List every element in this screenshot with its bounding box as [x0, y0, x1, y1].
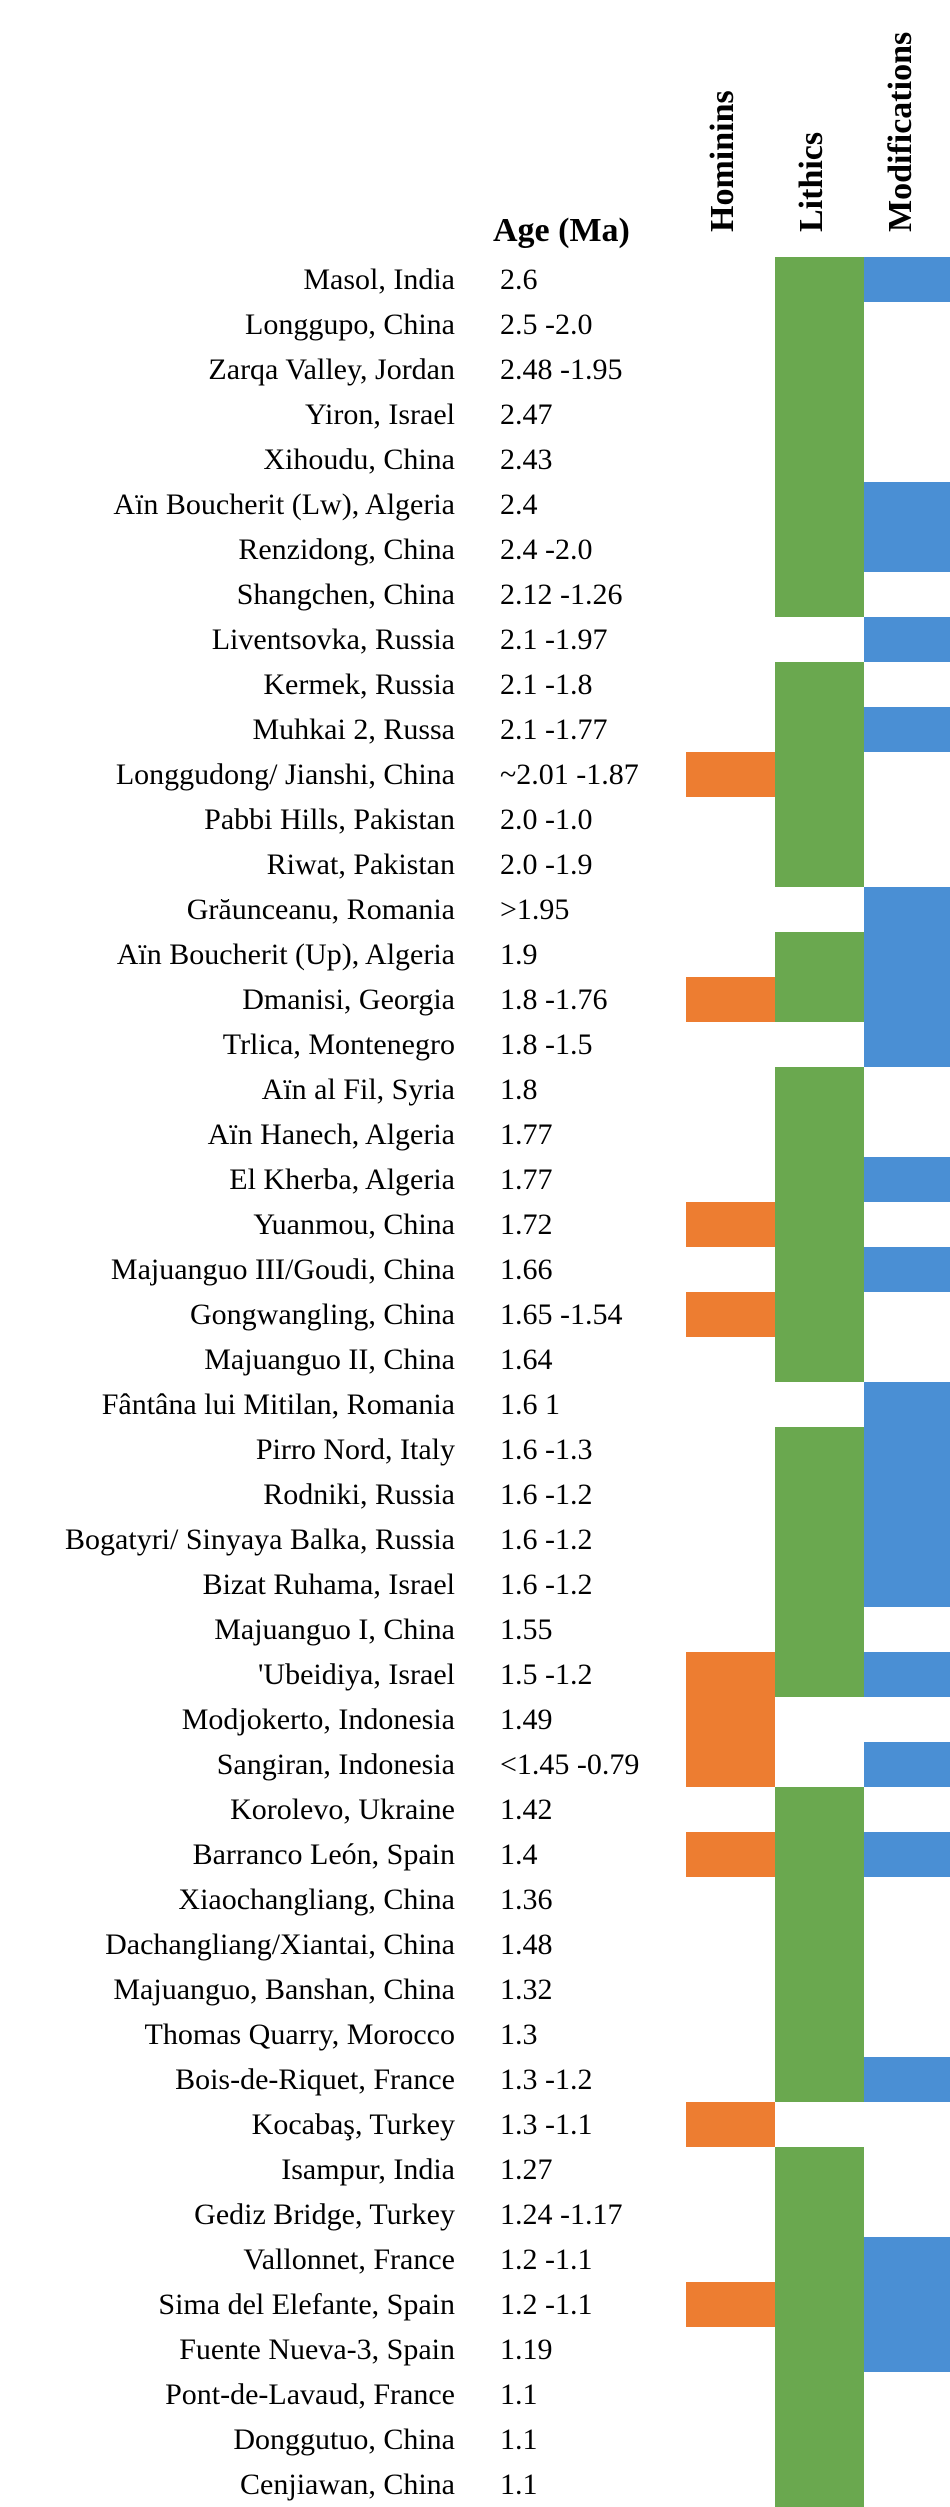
site-label: Zarqa Valley, Jordan	[208, 353, 455, 386]
hominins-cell	[686, 1652, 775, 1697]
age-label: 1.77	[500, 1118, 553, 1151]
lithics-cell	[775, 2147, 864, 2192]
site-label: Riwat, Pakistan	[266, 848, 455, 881]
age-label: 1.3	[500, 2018, 538, 2051]
age-label: 1.55	[500, 1613, 553, 1646]
site-label: Majuanguo III/Goudi, China	[110, 1253, 455, 1286]
site-label: Thomas Quarry, Morocco	[144, 2018, 455, 2051]
lithics-cell	[775, 1652, 864, 1697]
hominins-cell	[686, 2282, 775, 2327]
lithics-cell	[775, 1877, 864, 1922]
site-label: Kocabaş, Turkey	[251, 2108, 455, 2141]
site-label: Sangiran, Indonesia	[216, 1748, 455, 1781]
site-label: Yuanmou, China	[253, 1208, 455, 1241]
age-label: 2.5 -2.0	[500, 308, 593, 341]
lithics-cell	[775, 1832, 864, 1877]
lithics-cell	[775, 2417, 864, 2462]
site-label: Pont-de-Lavaud, France	[165, 2378, 455, 2411]
lithics-cell	[775, 2012, 864, 2057]
lithics-cell	[775, 1787, 864, 1832]
age-label: 1.2 -1.1	[500, 2288, 593, 2321]
lithics-cell	[775, 572, 864, 617]
site-label: Sima del Elefante, Spain	[158, 2288, 455, 2321]
modifications-cell	[864, 932, 950, 977]
age-label: 1.1	[500, 2378, 538, 2411]
age-label: 2.0 -1.9	[500, 848, 593, 881]
site-label: Longgupo, China	[245, 308, 455, 341]
lithics-cell	[775, 302, 864, 347]
hominins-column-header: Hominins	[704, 90, 741, 232]
site-label: Trlica, Montenegro	[222, 1028, 455, 1061]
hominins-cell	[686, 977, 775, 1022]
age-label: 1.3 -1.2	[500, 2063, 593, 2096]
lithics-cell	[775, 1157, 864, 1202]
site-label: Renzidong, China	[238, 533, 455, 566]
lithics-cell	[775, 437, 864, 482]
age-label: 2.1 -1.8	[500, 668, 593, 701]
lithics-cell	[775, 257, 864, 302]
lithics-cell	[775, 1337, 864, 1382]
lithics-cell	[775, 1112, 864, 1157]
hominins-cell	[686, 1832, 775, 1877]
site-label: Vallonnet, France	[243, 2243, 455, 2276]
age-column-header: Age (Ma)	[493, 212, 630, 249]
lithics-cell	[775, 842, 864, 887]
site-label: Dmanisi, Georgia	[242, 983, 455, 1016]
site-label: Masol, India	[303, 263, 455, 296]
lithics-cell	[775, 1427, 864, 1472]
age-label: 2.6	[500, 263, 538, 296]
age-label: 1.49	[500, 1703, 553, 1736]
age-label: 1.8	[500, 1073, 538, 1106]
age-label: 1.9	[500, 938, 538, 971]
modifications-cell	[864, 887, 950, 932]
site-label: Aïn Boucherit (Up), Algeria	[116, 938, 455, 971]
site-label: Donggutuo, China	[233, 2423, 455, 2456]
lithics-cell	[775, 1067, 864, 1112]
site-label: Aïn al Fil, Syria	[261, 1073, 455, 1106]
modifications-cell	[864, 617, 950, 662]
age-label: 1.6 -1.3	[500, 1433, 593, 1466]
age-label: 1.24 -1.17	[500, 2198, 623, 2231]
site-label: Xiaochangliang, China	[178, 1883, 455, 1916]
age-label: 1.36	[500, 1883, 553, 1916]
site-label: Xihoudu, China	[263, 443, 455, 476]
lithics-cell	[775, 1472, 864, 1517]
site-label: Aïn Boucherit (Lw), Algeria	[113, 488, 455, 521]
age-label: 2.48 -1.95	[500, 353, 623, 386]
modifications-column-header: Modifications	[882, 31, 919, 232]
site-label: Longgudong/ Jianshi, China	[115, 758, 455, 791]
age-label: <1.45 -0.79	[500, 1748, 640, 1781]
lithics-cell	[775, 797, 864, 842]
modifications-cell	[864, 2237, 950, 2282]
site-label: Grăunceanu, Romania	[186, 893, 455, 926]
modifications-cell	[864, 482, 950, 527]
site-label: Isampur, India	[281, 2153, 455, 2186]
modifications-cell	[864, 1652, 950, 1697]
site-label: Majuanguo I, China	[214, 1613, 455, 1646]
lithics-cell	[775, 527, 864, 572]
modifications-cell	[864, 1832, 950, 1877]
site-label: Liventsovka, Russia	[211, 623, 455, 656]
modifications-cell	[864, 1427, 950, 1472]
lithics-cell	[775, 752, 864, 797]
age-label: 2.0 -1.0	[500, 803, 593, 836]
age-label: 1.2 -1.1	[500, 2243, 593, 2276]
lithics-cell	[775, 1922, 864, 1967]
lithics-cell	[775, 2192, 864, 2237]
modifications-cell	[864, 527, 950, 572]
site-label: Bizat Ruhama, Israel	[202, 1568, 455, 1601]
site-label: Fuente Nueva-3, Spain	[179, 2333, 455, 2366]
modifications-cell	[864, 1382, 950, 1427]
age-label: 1.27	[500, 2153, 553, 2186]
age-label: 2.1 -1.77	[500, 713, 608, 746]
hominins-cell	[686, 1742, 775, 1787]
lithics-cell	[775, 1967, 864, 2012]
site-label: Muhkai 2, Russa	[252, 713, 455, 746]
age-label: 1.66	[500, 1253, 553, 1286]
lithics-cell	[775, 2462, 864, 2507]
modifications-cell	[864, 1517, 950, 1562]
lithics-cell	[775, 2327, 864, 2372]
hominins-cell	[686, 1697, 775, 1742]
site-label: Shangchen, China	[236, 578, 455, 611]
lithics-cell	[775, 482, 864, 527]
site-label: El Kherba, Algeria	[229, 1163, 455, 1196]
hominins-cell	[686, 1292, 775, 1337]
age-label: 1.6 1	[500, 1388, 560, 1421]
modifications-cell	[864, 1022, 950, 1067]
modifications-cell	[864, 1157, 950, 1202]
site-label: Yiron, Israel	[305, 398, 455, 431]
age-label: 1.5 -1.2	[500, 1658, 593, 1691]
lithics-cell	[775, 392, 864, 437]
lithics-cell	[775, 347, 864, 392]
age-label: >1.95	[500, 893, 570, 926]
age-label: 1.64	[500, 1343, 553, 1376]
age-label: 1.32	[500, 1973, 553, 2006]
age-label: 2.4	[500, 488, 538, 521]
lithics-cell	[775, 2237, 864, 2282]
lithics-cell	[775, 1562, 864, 1607]
age-label: 2.47	[500, 398, 553, 431]
site-label: Fântâna lui Mitilan, Romania	[101, 1388, 455, 1421]
modifications-cell	[864, 2282, 950, 2327]
age-label: 1.4	[500, 1838, 538, 1871]
site-label: Barranco León, Spain	[192, 1838, 455, 1871]
site-label: Aïn Hanech, Algeria	[207, 1118, 455, 1151]
lithics-column-header: Lithics	[793, 131, 830, 232]
age-label: 1.6 -1.2	[500, 1478, 593, 1511]
modifications-cell	[864, 1247, 950, 1292]
age-label: 1.6 -1.2	[500, 1568, 593, 1601]
age-label: 1.48	[500, 1928, 553, 1961]
lithics-cell	[775, 1292, 864, 1337]
site-label: Rodniki, Russia	[263, 1478, 455, 1511]
site-label: Dachangliang/Xiantai, China	[105, 1928, 455, 1961]
lithics-cell	[775, 977, 864, 1022]
lithics-cell	[775, 1517, 864, 1562]
modifications-cell	[864, 1742, 950, 1787]
age-label: 1.72	[500, 1208, 553, 1241]
modifications-cell	[864, 1472, 950, 1517]
hominins-cell	[686, 2102, 775, 2147]
site-label: Korolevo, Ukraine	[230, 1793, 455, 1826]
lithics-cell	[775, 707, 864, 752]
age-label: 2.12 -1.26	[500, 578, 623, 611]
age-label: 1.1	[500, 2423, 538, 2456]
lithics-cell	[775, 1607, 864, 1652]
age-label: 2.4 -2.0	[500, 533, 593, 566]
age-label: 1.65 -1.54	[500, 1298, 623, 1331]
site-label: Gediz Bridge, Turkey	[194, 2198, 455, 2231]
age-label: 1.8 -1.5	[500, 1028, 593, 1061]
age-label: ~2.01 -1.87	[500, 758, 639, 791]
lithics-cell	[775, 1247, 864, 1292]
site-label: Pabbi Hills, Pakistan	[204, 803, 455, 836]
age-label: 1.6 -1.2	[500, 1523, 593, 1556]
site-label: Pirro Nord, Italy	[255, 1433, 455, 1466]
lithics-cell	[775, 2372, 864, 2417]
age-label: 1.19	[500, 2333, 553, 2366]
age-label: 1.1	[500, 2468, 538, 2501]
modifications-cell	[864, 2057, 950, 2102]
age-label: 2.1 -1.97	[500, 623, 608, 656]
lithics-cell	[775, 932, 864, 977]
modifications-cell	[864, 707, 950, 752]
hominins-cell	[686, 752, 775, 797]
age-label: 1.3 -1.1	[500, 2108, 593, 2141]
age-label: 1.8 -1.76	[500, 983, 608, 1016]
site-label: 'Ubeidiya, Israel	[258, 1658, 455, 1691]
modifications-cell	[864, 1562, 950, 1607]
site-label: Kermek, Russia	[263, 668, 455, 701]
modifications-cell	[864, 257, 950, 302]
site-label: Cenjiawan, China	[240, 2468, 455, 2501]
site-label: Majuanguo II, China	[204, 1343, 455, 1376]
age-label: 2.43	[500, 443, 553, 476]
site-label: Majuanguo, Banshan, China	[113, 1973, 455, 2006]
modifications-cell	[864, 2327, 950, 2372]
age-label: 1.42	[500, 1793, 553, 1826]
site-label: Gongwangling, China	[190, 1298, 455, 1331]
site-label: Bogatyri/ Sinyaya Balka, Russia	[65, 1523, 455, 1556]
hominins-cell	[686, 1202, 775, 1247]
modifications-cell	[864, 977, 950, 1022]
site-label: Bois-de-Riquet, France	[175, 2063, 455, 2096]
lithics-cell	[775, 2057, 864, 2102]
lithics-cell	[775, 2282, 864, 2327]
age-label: 1.77	[500, 1163, 553, 1196]
site-label: Modjokerto, Indonesia	[181, 1703, 455, 1736]
lithics-cell	[775, 662, 864, 707]
lithics-cell	[775, 1202, 864, 1247]
